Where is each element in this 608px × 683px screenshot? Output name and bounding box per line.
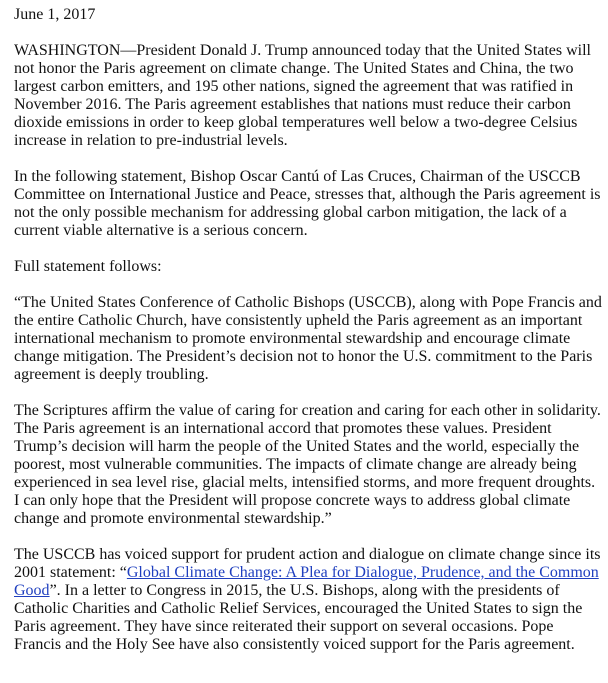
paragraph-full-statement-label: Full statement follows: (14, 258, 162, 275)
paragraph-usccb-support (14, 546, 604, 654)
paragraph-usccb-support-lead: The USCCB has voiced support for prudent action and dialogue on climate change since its 2001 statement: “ (14, 546, 601, 581)
global-climate-change-link[interactable]: Global Climate Change: A Plea for Dialogue, Prudence, and the Common Good (14, 564, 599, 599)
publication-date: June 1, 2017 (14, 6, 96, 23)
paragraph-usccb-support-tail: ”. In a letter to Congress in 2015, the U.S. Bishops, along with the presidents of Catholic Charities and Catholic Relief Services, encouraged the United States to sign the Paris agreement. They have since reiterated their support on several occasions. Pope Francis and the Holy See have also consistently voiced support for the Paris agreement. (14, 582, 583, 653)
paragraph-bishop-statement-intro: In the following statement, Bishop Oscar Cantú of Las Cruces, Chairman of the USCCB Committee on International Justice and Peace, stresses that, although the Paris agreement is not the only possible mechanism for addressing global carbon mitigation, the lack of a current viable alternative is a serious concern. (14, 168, 601, 239)
paragraph-quote-usccb: “The United States Conference of Catholic Bishops (USCCB), along with Pope Francis and the entire Catholic Church, have consistently upheld the Paris agreement as an important international mechanism to promote environmental stewardship and encourage climate change mitigation. The President’s decision not to honor the U.S. commitment to the Paris agreement is deeply troubling. (14, 294, 602, 383)
paragraph-announcement: WASHINGTON—President Donald J. Trump announced today that the United States will not honor the Paris agreement on climate change. The United States and China, the two largest carbon emitters, and 195 other nations, signed the agreement that was ratified in November 2016. The Paris agreement establishes that nations must reduce their carbon dioxide emissions in order to keep global temperatures well below a two-degree Celsius increase in relation to pre-industrial levels. (14, 42, 591, 149)
document-body (14, 6, 604, 672)
paragraph-quote-scriptures: The Scriptures affirm the value of caring for creation and caring for each other in solidarity. The Paris agreement is an international accord that promotes these values. President Trump’s decision will harm the people of the United States and the world, especially the poorest, most vulnerable communities. The impacts of climate change are already being experienced in sea level rise, glacial melts, intensified storms, and more frequent droughts. I can only hope that the President will propose concrete ways to address global climate change and promote environmental stewardship.” (14, 402, 601, 527)
